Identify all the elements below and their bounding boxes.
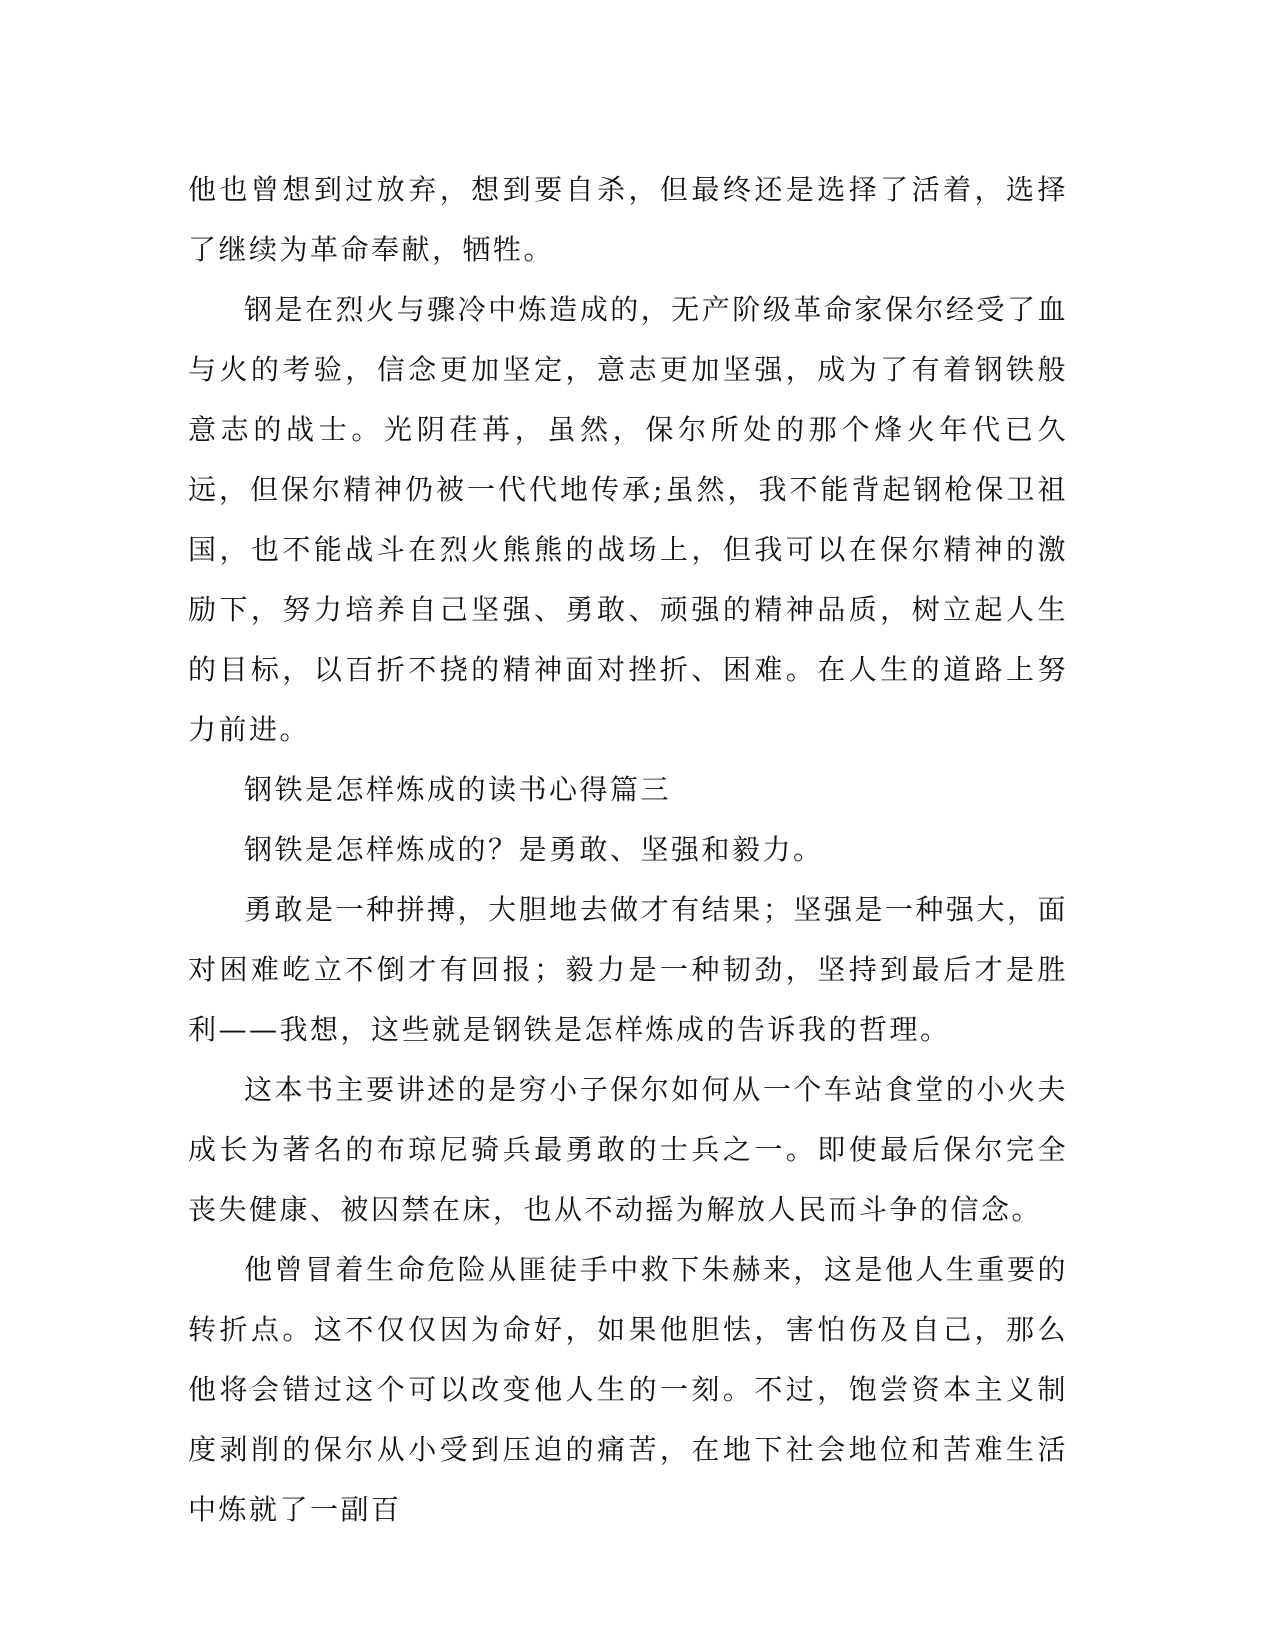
paragraph-question: 钢铁是怎样炼成的？是勇敢、坚强和毅力。 [244, 833, 824, 866]
paragraph-turning-point: 他曾冒着生命危险从匪徒手中救下朱赫来，这是他人生重要的转折点。这不仅仅因为命好，如果他胆怯，害怕伤及自己，那么他将会错过这个可以改变他人生的一刻。不过，饱尝资本主义制度剥削的保尔从小受到压迫的痛苦，在地下社会地位和苦难生活中炼就了一副百 [188, 1253, 1068, 1526]
paragraph-book-summary: 这本书主要讲述的是穷小子保尔如何从一个车站食堂的小火夫成长为著名的布琼尼骑兵最勇敢的士兵之一。即使最后保尔完全丧失健康、被囚禁在床，也从不动摇为解放人民而斗争的信念。 [188, 1073, 1068, 1226]
paragraph-continuation: 他也曾想到过放弃，想到要自杀，但最终还是选择了活着，选择了继续为革命奉献，牺牲。 [188, 173, 1068, 266]
paragraph-steel-tempering: 钢是在烈火与骤冷中炼造成的，无产阶级革命家保尔经受了血与火的考验，信念更加坚定，意志更加坚强，成为了有着钢铁般意志的战士。光阴荏苒，虽然，保尔所处的那个烽火年代已久远，但保尔精神仍被一代代地传承;虽然，我不能背起钢枪保卫祖国，也不能战斗在烈火熊熊的战场上，但我可以在保尔精神的激励下，努力培养自己坚强、勇敢、顽强的精神品质，树立起人生的目标，以百折不挠的精神面对挫折、困难。在人生的道路上努力前进。 [188, 293, 1068, 746]
document-body [188, 160, 1068, 1540]
section-heading: 钢铁是怎样炼成的读书心得篇三 [244, 773, 672, 806]
paragraph-courage: 勇敢是一种拼搏，大胆地去做才有结果；坚强是一种强大，面对困难屹立不倒才有回报；毅力是一种韧劲，坚持到最后才是胜利——我想，这些就是钢铁是怎样炼成的告诉我的哲理。 [188, 893, 1068, 1046]
